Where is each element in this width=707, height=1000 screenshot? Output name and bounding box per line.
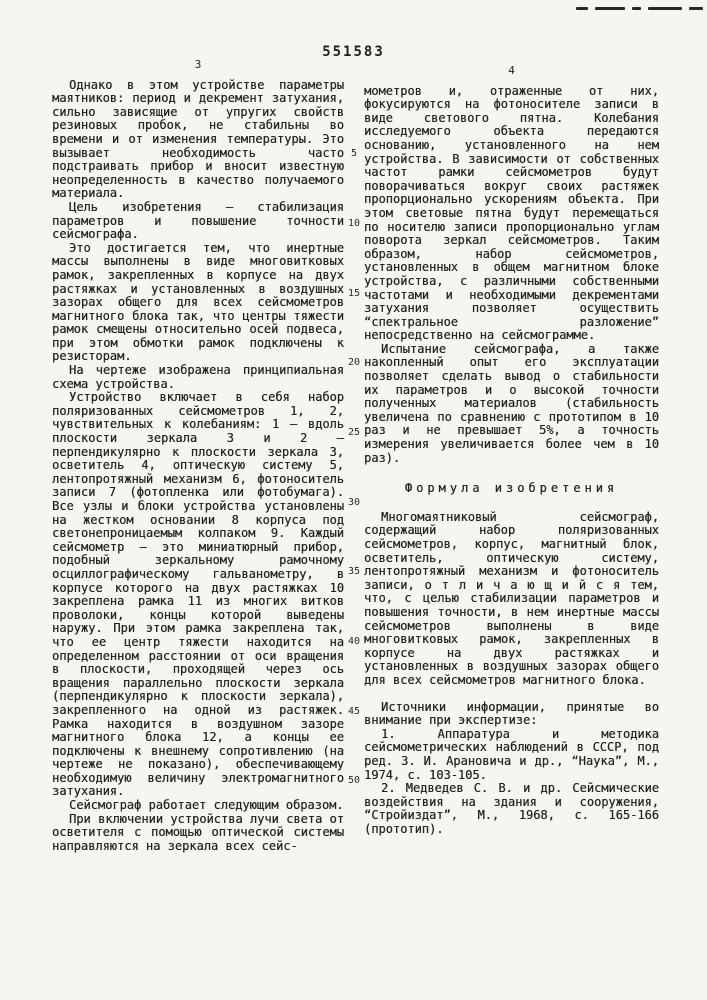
paragraph: мометров и, отраженные от них, фокусируются на фотоносителе записи в виде светового пятна. Колебания исследуемого объекта передаются основанию, установленного на нем устройства. В зависимости от собственных частот рамки сейсмометров будут поворачиваться вокруг своих растяжек пропорционально ускорениям объекта. При этом световые пятна будут перемещаться по носителю записи пропорционально углам поворота зеркал сейсмометров. Таким образом, набор сейсмометров, установленных в общем магнитном блоке устройства, с различными собственными частотами и необходимыми декрементами затухания позволяет осуществить “спектральное разложение” непосредственно на сейсмограмме. bbox=[364, 83, 659, 343]
paragraph: Однако в этом устройстве параметры маятников: период и декремент затухания, сильно зависящие от упругих свойств резиновых пробок, не стабильны во времени и от изменения температуры. Это вызывает необходимость часто подстраивать прибор и вносит известную неопределенность в качество получаемого материала. bbox=[52, 77, 344, 201]
paragraph: Испытание сейсмографа, а также накопленный опыт его эксплуатации позволяет сделать вывод о стабильности их параметров и о высокой точности полученных материалов (стабильность увеличена по сравнению с прототипом в 10 раз и не превышает 5%, а точность измерения увеличивается более чем в 10 раз). bbox=[364, 341, 659, 465]
left-column bbox=[52, 58, 344, 853]
line-number: 5 bbox=[350, 148, 358, 159]
line-number: 10 bbox=[347, 218, 361, 229]
paragraph: Устройство включает в себя набор поляризованных сейсмометров 1, 2, чувствительных к колебаниям: 1 — вдоль плоскости зеркала 3 и 2 — перпендикулярно к плоскости зеркала 3, осветитель 4, оптическую систему 5, лентопротяжный механизм 6, фотоноситель записи 7 (фотопленка или фотобумага). Все узлы и блоки устройства установлены на жестком основании 8 корпуса под светонепроницаемым колпаком 9. Каждый сейсмометр — это миниатюрный прибор, подобный зеркальному рамочному осциллографическому гальванометру, в корпусе которого на двух растяжках 10 закреплена рамка 11 из многих витков проволоки, концы которой выведены наружу. При этом рамка закреплена так, что ее центр тяжести находится на определенном расстоянии от оси вращения в плоскости, проходящей через ось вращения параллельно плоскости зеркала (перпендикулярно к плоскости зеркала), закрепленного на одной из растяжек. Рамка находится в воздушном зазоре магнитного блока 12, а концы ее подключены к внешнему сопротивлению (на чертеже не показано), обеспечивающему необходимую величину электромагнитного затухания. bbox=[52, 390, 344, 799]
line-number: 20 bbox=[347, 357, 361, 368]
source-item: 1. Аппаратура и методика сейсмометрических наблюдений в СССР, под ред. З. И. Арановича и др., “Наука”, М., 1974, с. 103-105. bbox=[364, 726, 659, 782]
scan-dash bbox=[595, 7, 625, 10]
paragraph: Цель изобретения — стабилизация параметров и повышение точности сейсмографа. bbox=[52, 199, 344, 242]
claims-heading: Формула изобретения bbox=[404, 481, 619, 496]
claim-paragraph: Многомаятниковый сейсмограф, содержащий набор поляризованных сейсмометров, корпус, магнитный блок, осветитель, оптическую систему, лентопротяжный механизм и фотоноситель записи, о т л и ч а ю щ и й с я тем, что, с целью стабилизации параметров и повышения точности, в нем инертные массы сейсмометров выполнены в виде многовитковых рамок, закрепленных в корпусе на двух растяжках и установленных в воздушных зазорах общего для всех сейсмометров магнитного блока. bbox=[364, 509, 659, 687]
line-number-gutter bbox=[344, 58, 364, 853]
scan-artifact-marks bbox=[576, 7, 703, 10]
line-number: 40 bbox=[347, 636, 361, 647]
line-number: 25 bbox=[347, 427, 361, 438]
line-number: 35 bbox=[347, 566, 361, 577]
line-number: 15 bbox=[347, 288, 361, 299]
scan-dash bbox=[648, 7, 682, 10]
scan-dash bbox=[576, 7, 588, 10]
text-columns bbox=[52, 58, 659, 853]
right-column bbox=[364, 58, 659, 853]
scan-dash bbox=[632, 7, 641, 10]
paragraph: На чертеже изображена принципиальная схема устройства. bbox=[52, 363, 344, 391]
line-number: 30 bbox=[347, 497, 361, 508]
paragraph: Это достигается тем, что инертные массы выполнены в виде многовитковых рамок, закрепленных в корпусе на двух растяжках и установленных в воздушных зазорах общего для всех сейсмометров магнитного блока так, что центры тяжести рамок смещены относительно осей подвеса, при этом обмотки рамок подключены к резисторам. bbox=[52, 240, 344, 364]
line-number: 50 bbox=[347, 775, 361, 786]
scan-dash bbox=[689, 7, 703, 10]
page-number-left: 3 bbox=[194, 58, 202, 71]
source-item: 2. Медведев С. В. и др. Сейсмические воздействия на здания и сооружения, “Стройиздат”, М., 1968, с. 165-166 (прототип). bbox=[364, 781, 659, 836]
page-number-right: 4 bbox=[508, 64, 515, 77]
patent-number: 551583 bbox=[322, 44, 385, 60]
paragraph: Сейсмограф работает следующим образом. bbox=[69, 798, 344, 813]
line-number: 45 bbox=[347, 706, 361, 717]
paragraph: При включении устройства лучи света от осветителя с помощью оптической системы направляются на зеркала всех сейс- bbox=[52, 811, 344, 853]
sources-intro: Источники информации, принятые во внимание при экспертизе: bbox=[364, 699, 659, 728]
